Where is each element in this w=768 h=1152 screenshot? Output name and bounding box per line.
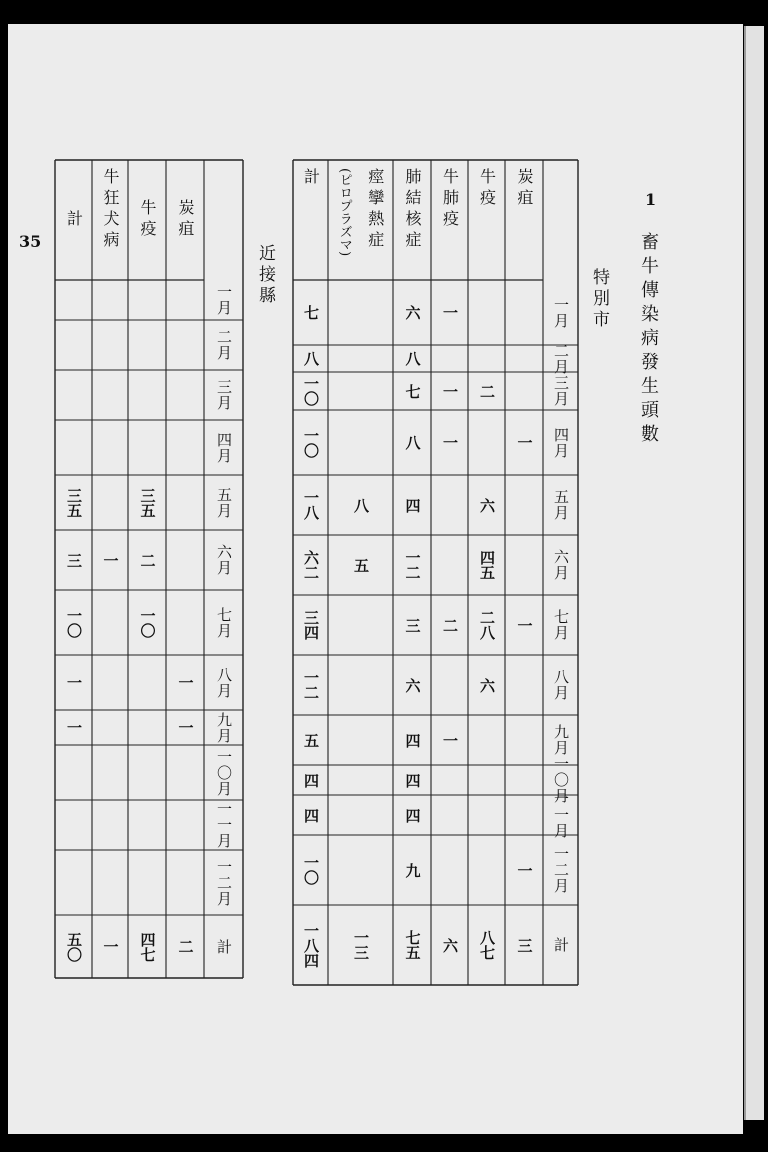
table2-cell [92,590,128,655]
table1-cell [505,372,543,410]
table2-cell [166,590,204,655]
table1-cell: 二 [478,383,496,399]
table2-cell [128,280,166,320]
table2-month-label: 一〇月 [215,748,233,797]
table1-cell: 八 [302,351,320,366]
table2-cell: 二 [138,552,157,568]
table2-cell [55,420,92,475]
table2-row-header: 炭疽 [176,199,195,241]
table1-cell [468,410,505,475]
table2-row-header: 牛狂犬病 [101,168,120,252]
table2-cell [92,850,128,915]
table1-row-header: 計 [301,168,321,189]
table1-cell: 一二 [403,550,422,580]
table1-cell: 六 [441,937,459,953]
table1-cell [468,765,505,795]
table2-month-label: 三月 [215,379,233,411]
table1-cell [468,280,505,345]
table2-cell [55,800,92,850]
table2-cell: 二 [176,939,195,954]
table1-month-label: 一一月 [552,791,570,839]
table1-cell [505,715,543,765]
table2-month-label: 二月 [215,329,233,361]
table1-cell: 一二 [302,670,320,700]
table1-cell: 一八 [302,490,320,520]
table1-cell [328,795,393,835]
table2-cell [92,475,128,530]
table1-cell [328,835,393,905]
table1-cell: 四 [403,772,422,788]
table2-cell: 一〇 [65,607,83,638]
table2-cell [92,320,128,370]
table2-month-label: 六月 [215,544,233,576]
table1-cell: 一〇 [302,427,320,458]
table2-month-label: 九月 [215,711,233,744]
table1-cell [505,795,543,835]
table2-cell [128,800,166,850]
page-number: 35 [19,232,42,251]
table2-cell [55,320,92,370]
table2-cell [55,745,92,800]
table2-month-label: 一一月 [215,801,233,849]
table1-cell [468,835,505,905]
table1-month-label: 三月 [552,375,570,407]
table1-cell: 八 [403,351,422,366]
table2-cell: 三五 [65,487,83,518]
table2-cell: 一 [101,939,120,954]
table2-cell [92,280,128,320]
table1-cell: 四五 [478,550,496,580]
table1-cell [328,410,393,475]
table1-cell: 六 [478,677,496,693]
table2-cell [166,320,204,370]
table1-cell [468,345,505,372]
table2-month-label: 一二月 [215,858,233,907]
table1-cell [328,655,393,715]
table2-cell: 一 [176,720,195,735]
table1-cell: 六二 [302,550,320,580]
table1-cell: 八七 [478,930,496,960]
table2-cell [166,530,204,590]
table2-cell: 三 [65,552,83,568]
table2-cell [128,320,166,370]
table2-cell [166,475,204,530]
table1-cell: 一 [515,617,534,633]
table1-cell: 五 [352,557,370,573]
table2-cell [92,710,128,745]
table2-cell [55,850,92,915]
table1-cell: 九 [403,862,422,878]
table1-cell [328,595,393,655]
table1-cell: 七 [403,383,422,399]
table1-row-header: 痙攣熱症 [365,168,385,252]
table1-cell: 七五 [403,930,422,960]
table2-cell: 一〇 [138,607,157,638]
table1-cell: 六 [478,497,496,513]
table1-month-label: 一月 [552,296,570,329]
table1-month-label: 計 [552,937,570,953]
table1-cell: 一 [441,435,459,450]
table1-cell: 六 [403,305,422,320]
table2-cell [128,710,166,745]
table1-row-header: 炭疽 [515,168,534,210]
table1-cell [431,535,468,595]
table2-cell [166,420,204,475]
table2-cell [92,800,128,850]
table1-row-note: (ピロプラズマ) [336,168,352,257]
table1-month-label: 八月 [552,669,570,701]
table2-cell [128,420,166,475]
table1-row-header: 牛肺疫 [440,168,460,231]
table2-cell [128,850,166,915]
table2-cell [166,745,204,800]
table1-cell: 一 [515,435,534,450]
table1-cell [505,655,543,715]
table1-month-label: 五月 [552,489,570,521]
table-label-special-city: 特別市 [589,268,609,331]
table1-month-label: 一二月 [552,846,570,894]
table1-cell [328,345,393,372]
table2-cell [166,800,204,850]
table1-cell: 八 [403,435,422,450]
section-number: 1 [645,190,657,209]
table1-cell [505,475,543,535]
table2-month-label: 八月 [215,666,233,699]
table2-cell: 一 [65,720,83,735]
table1-cell [328,372,393,410]
table1-cell [431,835,468,905]
table2-cell [92,420,128,475]
table2-cell: 一 [176,675,195,690]
table1-cell: 四 [403,807,422,823]
table2-row-header: 計 [64,209,84,231]
table2-month-label: 四月 [215,431,233,464]
table1-cell: 五 [302,732,320,748]
table2-month-label: 計 [215,938,233,955]
table1-cell: 六 [403,677,422,693]
table1-cell: 一〇 [302,376,320,406]
table1-row-header: 肺結核症 [403,168,422,252]
table1-cell [505,765,543,795]
table1-cell: 七 [302,305,320,320]
table1-cell: 二八 [478,610,496,640]
table1-cell: 一 [441,732,459,748]
table1-cell [431,345,468,372]
table1-cell [505,345,543,372]
table1-cell [468,715,505,765]
table2-cell [92,655,128,710]
table2-cell [128,370,166,420]
table2-month-label: 七月 [215,606,233,639]
table2-cell: 三五 [138,487,157,518]
table2-cell: 一 [101,552,120,568]
table1-cell [431,655,468,715]
table1-cell: 三四 [302,610,320,640]
table1-cell [431,475,468,535]
table1-cell: 三 [515,937,534,953]
table1-month-label: 六月 [552,549,570,581]
table1-month-label: 七月 [552,609,570,641]
table2-cell: 五〇 [65,931,83,962]
table2-month-label: 五月 [215,486,233,519]
table1-month-label: 四月 [552,426,570,459]
table1-month-label: 一〇月 [552,756,570,804]
table1-cell: 四 [302,807,320,823]
table1-month-label: 二月 [552,342,570,375]
table2-cell [92,745,128,800]
table1-cell [328,280,393,345]
table1-cell: 一 [515,862,534,878]
table-label-nearby-prefectures: 近接縣 [255,244,275,307]
table2-cell: 一 [65,675,83,690]
table2-cell [166,280,204,320]
table1-cell: 八 [352,497,370,513]
table1-cell: 一八四 [302,922,320,968]
table1-cell [328,765,393,795]
table2-cell [128,655,166,710]
table1-cell: 一 [441,305,459,320]
table2-cell: 四七 [138,931,157,962]
table1-cell: 四 [302,772,320,788]
table1-cell [505,280,543,345]
table1-cell: 四 [403,732,422,748]
table2-cell [55,370,92,420]
table1-row-header: 牛疫 [477,168,497,210]
table2-cell [166,850,204,915]
document-title: 畜牛傳染病發生頭數 [638,232,659,448]
table1-cell [431,795,468,835]
table2-cell [166,370,204,420]
table1-cell: 一三 [352,930,370,960]
table1-cell: 二 [441,617,459,633]
table2-month-label: 一月 [215,284,233,316]
table2-cell [128,745,166,800]
table1-cell: 四 [403,497,422,513]
table1-cell [328,715,393,765]
table1-cell [431,765,468,795]
table2-cell [92,370,128,420]
table1-cell: 一〇 [302,855,320,885]
table1-cell [505,535,543,595]
table1-cell: 一 [441,383,459,399]
table2-cell [55,280,92,320]
table2-row-header: 牛疫 [138,199,157,241]
table1-month-label: 九月 [552,724,570,756]
table1-cell [468,795,505,835]
table1-cell: 三 [403,617,422,633]
